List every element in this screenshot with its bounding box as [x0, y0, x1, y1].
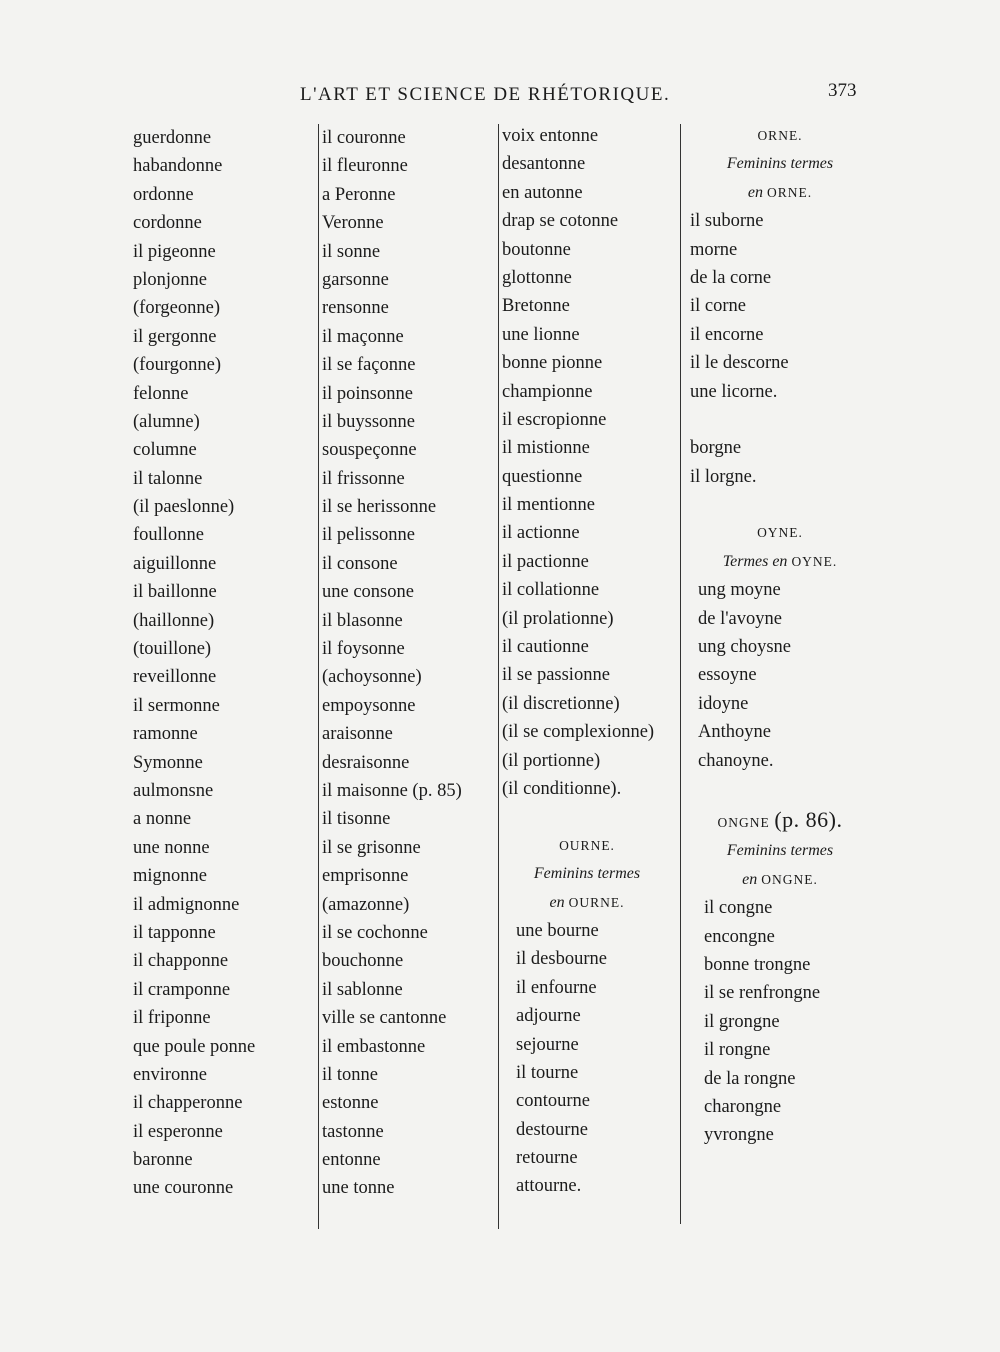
word-entry: Veronne	[322, 213, 384, 234]
word-entry: environne	[133, 1064, 207, 1085]
word-entry: une lionne	[502, 324, 580, 345]
word-entry: il foysonne	[322, 639, 405, 660]
word-entry: il chapperonne	[133, 1093, 243, 1114]
word-entry: empoysonne	[322, 695, 416, 716]
word-entry: voix entonne	[502, 126, 599, 146]
section-subheading: en ONGNE.	[742, 870, 818, 888]
running-title: L'ART ET SCIENCE DE RHÉTORIQUE.	[300, 84, 671, 105]
word-entry: il esperonne	[133, 1121, 223, 1142]
word-entry: sejourne	[516, 1034, 579, 1055]
word-entry: Anthoyne	[698, 722, 771, 743]
word-entry: estonne	[322, 1093, 379, 1114]
section-subheading: Feminins termes	[533, 865, 641, 883]
word-entry: il baillonne	[133, 582, 217, 603]
word-entry: ordonne	[133, 184, 194, 205]
word-entry: encongne	[704, 926, 775, 947]
word-entry: adjourne	[516, 1006, 581, 1027]
word-entry: attourne.	[516, 1176, 582, 1197]
word-entry: (il conditionne).	[502, 778, 622, 799]
word-entry: drap se cotonne	[502, 211, 619, 232]
word-entry: en autonne	[502, 182, 583, 203]
word-entry: ung choysne	[698, 637, 791, 658]
word-entry: il frissonne	[322, 468, 405, 489]
word-entry: plonjonne	[133, 269, 207, 290]
word-entry: il se grisonne	[322, 837, 421, 858]
word-entry: charongne	[704, 1096, 782, 1117]
word-entry: columne	[133, 440, 197, 461]
word-entry: que poule ponne	[133, 1036, 256, 1057]
word-entry: rensonne	[322, 298, 389, 319]
word-entry: morne	[690, 239, 738, 260]
word-entry: championne	[502, 381, 593, 402]
word-entry: idoyne	[698, 693, 749, 714]
word-entry: il friponne	[133, 1008, 211, 1029]
word-entry: il talonne	[133, 468, 203, 489]
word-entry: (il se complexionne)	[502, 722, 655, 743]
word-entry: borgne	[690, 438, 742, 459]
word-entry: (achoysonne)	[322, 667, 422, 688]
column-rule	[498, 124, 499, 1229]
word-entry: emprisonne	[322, 866, 409, 887]
word-entry: une bourne	[516, 920, 599, 941]
word-entry: de l'avoyne	[698, 608, 782, 629]
section-subheading: Feminins termes	[726, 842, 834, 860]
word-entry: de la rongne	[704, 1068, 796, 1089]
word-entry: il corne	[690, 296, 746, 317]
section-subheading: Feminins termes	[726, 155, 834, 173]
word-entry: a Peronne	[322, 184, 396, 205]
word-column-1	[133, 124, 255, 1203]
word-entry: mignonne	[133, 866, 207, 887]
word-entry: aulmonsne	[133, 780, 214, 801]
word-entry: il embastonne	[322, 1036, 426, 1057]
word-entry: une consone	[322, 582, 414, 603]
ongne-word-list	[690, 894, 870, 1150]
word-entry: il maçonne	[322, 326, 404, 347]
word-entry: reveillonne	[133, 667, 217, 688]
word-entry: il le descorne	[690, 353, 789, 374]
word-entry: de la corne	[690, 267, 772, 288]
word-entry: il se cochonne	[322, 922, 428, 943]
word-entry: il enfourne	[516, 977, 597, 998]
orgne-word-list	[690, 434, 870, 491]
word-entry: bonne pionne	[502, 353, 603, 374]
word-entry: il maisonne (p. 85)	[322, 780, 462, 801]
page-header	[0, 80, 1000, 110]
word-entry: il collationne	[502, 580, 600, 601]
section-subheading: Termes en OYNE.	[722, 552, 838, 570]
word-entry: il encorne	[690, 324, 764, 345]
word-entry: il chapponne	[133, 951, 229, 972]
word-entry: aiguillonne	[133, 553, 217, 574]
word-entry: retourne	[516, 1148, 578, 1169]
word-entry: il se façonne	[322, 355, 416, 376]
word-entry: souspeçonne	[322, 440, 417, 461]
word-entry: il cautionne	[502, 637, 589, 658]
word-entry: il mistionne	[502, 438, 590, 459]
word-entry: bouchonne	[322, 951, 404, 972]
word-entry: bonne trongne	[704, 954, 811, 975]
word-entry: une tonne	[322, 1178, 395, 1199]
word-entry: il poinsonne	[322, 383, 413, 404]
onne-word-list	[502, 122, 672, 803]
word-entry: desraisonne	[322, 752, 410, 773]
word-entry: il fleuronne	[322, 156, 408, 177]
word-entry: il sablonne	[322, 979, 403, 1000]
word-entry: il buyssonne	[322, 411, 416, 432]
word-entry: entonne	[322, 1150, 381, 1171]
word-entry: felonne	[133, 383, 189, 404]
word-entry: il cramponne	[133, 979, 231, 1000]
word-entry: il tonne	[322, 1064, 379, 1085]
page-number: 373	[828, 80, 857, 101]
orne-word-list	[690, 207, 870, 406]
word-entry: (haillonne)	[133, 610, 215, 631]
column-rule	[318, 124, 319, 1229]
oyne-word-list	[690, 576, 870, 775]
word-entry: garsonne	[322, 269, 389, 290]
word-entry: il sermonne	[133, 695, 220, 716]
word-entry: destourne	[516, 1119, 588, 1140]
word-entry: araisonne	[322, 724, 393, 745]
word-entry: une couronne	[133, 1178, 234, 1199]
column-rule	[680, 124, 681, 1224]
word-entry: une nonne	[133, 837, 210, 858]
word-entry: il escropionne	[502, 409, 607, 430]
word-entry: desantonne	[502, 154, 586, 175]
word-entry: ville se cantonne	[322, 1008, 447, 1029]
word-entry: il se renfrongne	[704, 983, 821, 1004]
word-entry: (il discretionne)	[502, 693, 620, 714]
word-entry: il blasonne	[322, 610, 403, 631]
section-subheading: en ORNE.	[747, 183, 813, 201]
word-entry: glottonne	[502, 267, 572, 288]
word-entry: il grongne	[704, 1011, 780, 1032]
word-entry: tastonne	[322, 1121, 384, 1142]
word-entry: il admignonne	[133, 894, 240, 915]
word-entry: il tisonne	[322, 809, 391, 830]
word-entry: (amazonne)	[322, 894, 410, 915]
word-entry: boutonne	[502, 239, 571, 260]
word-entry: il suborne	[690, 211, 764, 232]
word-entry: Bretonne	[502, 296, 570, 317]
word-entry: il congne	[704, 898, 773, 919]
word-column-4	[690, 122, 870, 1150]
word-entry: il se herissonne	[322, 497, 437, 518]
word-entry: (touillone)	[133, 639, 212, 660]
word-entry: chanoyne.	[698, 750, 774, 771]
word-entry: il couronne	[322, 128, 406, 148]
word-entry: il sonne	[322, 241, 381, 262]
word-entry: il se passionne	[502, 665, 610, 686]
word-entry: contourne	[516, 1091, 590, 1112]
word-entry: il desbourne	[516, 949, 607, 970]
word-entry: il gergonne	[133, 326, 217, 347]
word-entry: (fourgonne)	[133, 355, 222, 376]
word-entry: il mentionne	[502, 495, 595, 516]
word-entry: il rongne	[704, 1040, 771, 1061]
section-heading-oyne: OYNE.	[757, 525, 803, 541]
word-entry: il pelissonne	[322, 525, 416, 546]
word-entry: (forgeonne)	[133, 298, 220, 319]
word-entry: cordonne	[133, 213, 202, 234]
word-entry: Symonne	[133, 752, 203, 773]
word-entry: ramonne	[133, 724, 198, 745]
section-subheading: en OURNE.	[549, 893, 625, 911]
word-entry: il pigeonne	[133, 241, 216, 262]
word-entry: il actionne	[502, 523, 580, 544]
ourne-word-list	[502, 917, 672, 1201]
word-entry: questionne	[502, 466, 583, 487]
word-entry: (alumne)	[133, 411, 200, 432]
word-column-2	[322, 124, 462, 1203]
word-entry: ung moyne	[698, 580, 781, 601]
word-entry: il pactionne	[502, 551, 589, 572]
word-entry: yvrongne	[704, 1125, 774, 1146]
word-entry: il consone	[322, 553, 398, 574]
word-entry: foullonne	[133, 525, 204, 546]
section-heading-ongne: ONGNE (p. 86).	[717, 807, 843, 833]
word-column-3	[502, 122, 672, 1201]
word-entry: il tapponne	[133, 922, 216, 943]
section-heading-orne: ORNE.	[757, 128, 803, 143]
word-entry: (il portionne)	[502, 750, 601, 771]
section-heading-ourne: OURNE.	[559, 837, 615, 853]
word-entry: habandonne	[133, 156, 223, 177]
word-entry: (il paeslonne)	[133, 497, 235, 518]
word-entry: a nonne	[133, 809, 192, 830]
word-entry: il tourne	[516, 1062, 579, 1083]
word-entry: il lorgne.	[690, 466, 757, 487]
word-entry: une licorne.	[690, 381, 778, 402]
word-entry: essoyne	[698, 665, 757, 686]
word-entry: baronne	[133, 1150, 193, 1171]
word-entry: (il prolationne)	[502, 608, 614, 629]
word-entry: guerdonne	[133, 128, 212, 148]
